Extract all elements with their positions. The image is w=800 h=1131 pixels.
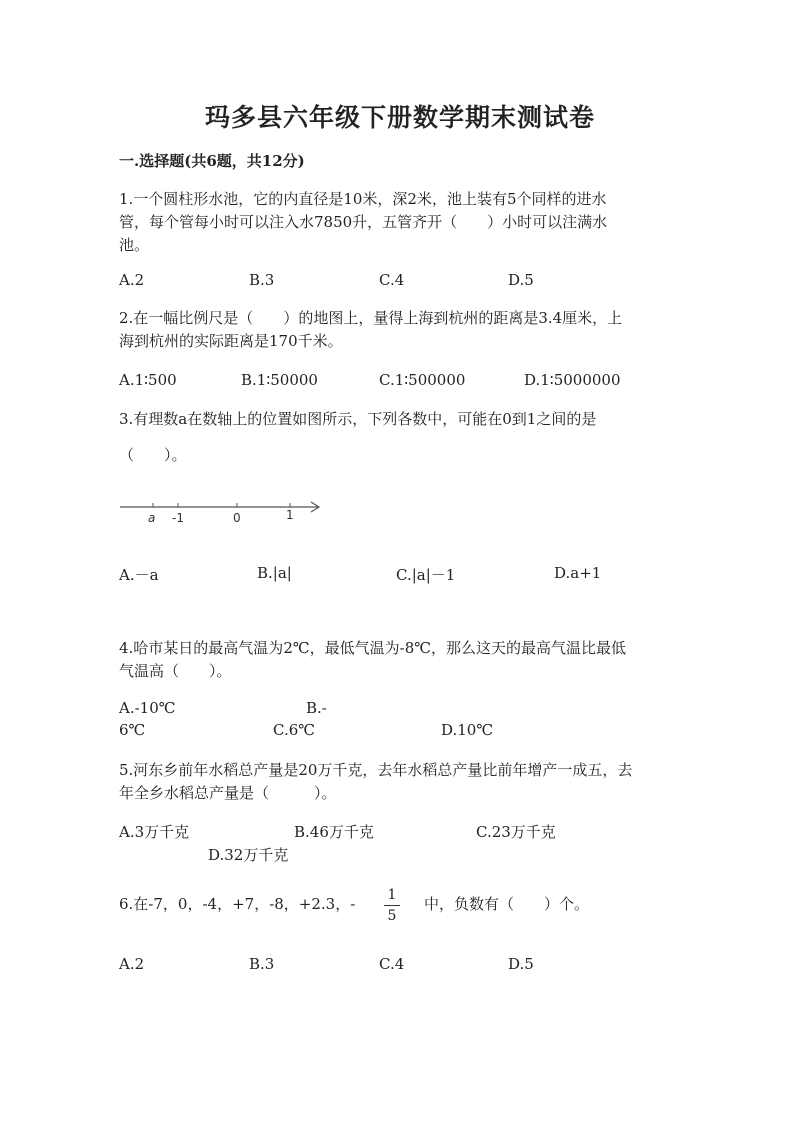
- question-4-option-c[interactable]: C.6℃: [273, 721, 316, 739]
- question-1-option-c[interactable]: C.4: [379, 271, 405, 289]
- question-6-option-a[interactable]: A.2: [119, 955, 145, 973]
- question-1-line-1: 1.一个圆柱形水池，它的内直径是10米，深2米，池上装有5个同样的进水: [119, 190, 607, 208]
- question-4-option-b-cont[interactable]: 6℃: [119, 721, 146, 739]
- question-1-option-a[interactable]: A.2: [119, 271, 145, 289]
- question-4-line-1: 4.哈市某日的最高气温为2℃，最低气温为-8℃，那么这天的最高气温比最低: [119, 639, 627, 657]
- question-2-option-a[interactable]: A.1∶500: [119, 371, 177, 389]
- question-5-option-a[interactable]: A.3万千克: [119, 823, 190, 841]
- page-title: 玛多县六年级下册数学期末测试卷: [204, 103, 595, 132]
- question-3-line-2: （ ）。: [119, 446, 187, 464]
- question-5-option-d[interactable]: D.32万千克: [208, 846, 289, 864]
- label-minus-one: -1: [172, 511, 184, 525]
- label-a: a: [148, 511, 156, 525]
- question-6-line-2: 中，负数有（ ）个。: [424, 895, 590, 913]
- section-heading: 一.选择题(共6题，共12分): [119, 152, 305, 170]
- question-5-line-1: 5.河东乡前年水稻总产量是20万千克，去年水稻总产量比前年增产一成五，去: [119, 761, 633, 779]
- question-1-line-3: 池。: [119, 236, 150, 254]
- question-5-line-2: 年全乡水稻总产量是（ ）。: [119, 784, 337, 802]
- question-4-option-b[interactable]: B.-: [306, 699, 327, 717]
- question-2-option-c[interactable]: C.1∶500000: [379, 371, 466, 389]
- label-one: 1: [286, 508, 294, 522]
- question-6-option-c[interactable]: C.4: [379, 955, 405, 973]
- question-5-option-b[interactable]: B.46万千克: [294, 823, 374, 841]
- fraction-numerator: 1: [387, 887, 397, 903]
- question-3-option-b[interactable]: B.|a|: [257, 564, 292, 582]
- question-5-option-c[interactable]: C.23万千克: [476, 823, 556, 841]
- question-2-option-b[interactable]: B.1∶50000: [241, 371, 318, 389]
- question-2-option-d[interactable]: D.1∶5000000: [524, 371, 621, 389]
- fraction-denominator: 5: [387, 908, 397, 924]
- question-4-option-d[interactable]: D.10℃: [441, 721, 494, 739]
- question-1-option-b[interactable]: B.3: [249, 271, 275, 289]
- question-3-option-a[interactable]: A.－a: [119, 566, 159, 584]
- number-line-figure: [118, 496, 328, 528]
- question-4-option-a[interactable]: A.-10℃: [119, 699, 176, 717]
- question-1-option-d[interactable]: D.5: [508, 271, 534, 289]
- question-3-option-d[interactable]: D.a+1: [554, 564, 602, 582]
- question-2-line-2: 海到杭州的实际距离是170千米。: [119, 332, 343, 350]
- question-4-line-2: 气温高（ ）。: [119, 662, 232, 680]
- question-6-option-b[interactable]: B.3: [249, 955, 275, 973]
- question-6-line-1: 6.在-7，0，-4，+7，-8，+2.3，-: [119, 895, 356, 913]
- label-zero: 0: [233, 511, 241, 525]
- question-6-option-d[interactable]: D.5: [508, 955, 534, 973]
- fraction-one-fifth: [384, 887, 400, 924]
- question-1-line-2: 管，每个管每小时可以注入水7850升，五管齐开（ ）小时可以注满水: [119, 213, 608, 231]
- question-3-line-1: 3.有理数a在数轴上的位置如图所示，下列各数中，可能在0到1之间的是: [119, 410, 597, 428]
- question-2-line-1: 2.在一幅比例尺是（ ）的地图上，量得上海到杭州的距离是3.4厘米，上: [119, 309, 623, 327]
- question-3-option-c[interactable]: C.|a|－1: [396, 566, 456, 584]
- fraction-bar: [384, 905, 400, 906]
